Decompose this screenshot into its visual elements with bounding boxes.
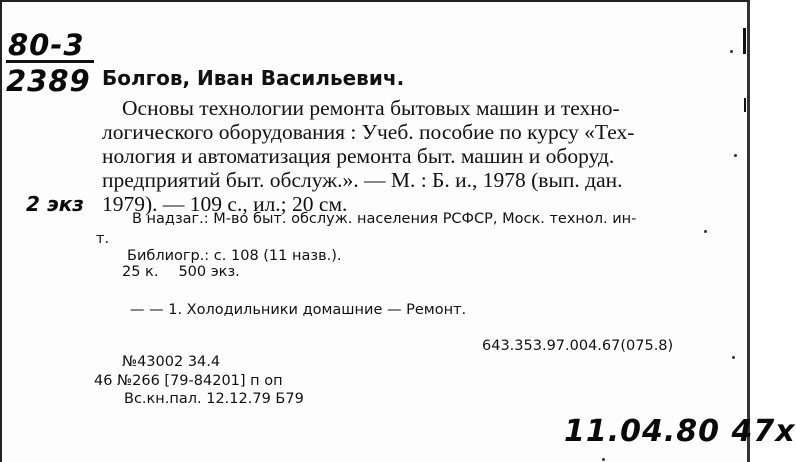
date-handwritten-note: 11.04.80 47x	[564, 414, 796, 449]
price: 25 к.	[122, 264, 159, 280]
scan-speck	[730, 50, 733, 53]
copies-handwritten-note: 2 экз	[26, 192, 84, 216]
scan-mark	[743, 28, 746, 54]
shelf-mark-bottom: 2389	[6, 64, 91, 98]
scan-speck	[732, 356, 735, 359]
registry-code: 46 №266 [79-84201] п оп	[94, 373, 283, 389]
shelf-mark-divider	[6, 60, 94, 63]
print-run: 500 экз.	[178, 264, 240, 280]
title-line: 1979). — 109 с., ил.; 20 см.	[102, 192, 348, 216]
udc-index: 643.353.97.004.67(075.8)	[482, 338, 674, 354]
book-chamber-stamp: Вс.кн.пал. 12.12.79 Б79	[124, 391, 304, 407]
author-heading: Болгов, Иван Васильевич.	[102, 66, 405, 90]
scan-speck	[734, 154, 737, 157]
headline-note: В надзаг.: М-во быт. обслуж. населения РСФСР, Моск. технол. ин-	[132, 211, 637, 227]
title-line: предприятий быт. обслуж.». — М. : Б. и., 1978 (вып. дан.	[102, 168, 623, 192]
title-line: Основы технологии ремонта бытовых машин и техно-	[122, 96, 620, 120]
title-description	[102, 96, 694, 216]
title-line: логического оборудования : Учеб. пособие по курсу «Тех-	[102, 120, 635, 144]
scan-mark	[744, 98, 746, 112]
registry-number: №43002 34.4	[122, 354, 221, 370]
scan-speck	[602, 458, 605, 461]
headline-note-continued: т.	[96, 231, 110, 247]
shelf-mark-top: 80-3	[8, 28, 85, 62]
bibliography-note: Библиогр.: с. 108 (11 назв.).	[127, 248, 342, 264]
title-line: нология и автоматизация ремонта быт. машин и оборуд.	[102, 144, 615, 168]
scan-speck	[704, 230, 707, 233]
subject-heading: — — 1. Холодильники домашние — Ремонт.	[130, 302, 467, 318]
price-and-print-run	[122, 264, 260, 280]
